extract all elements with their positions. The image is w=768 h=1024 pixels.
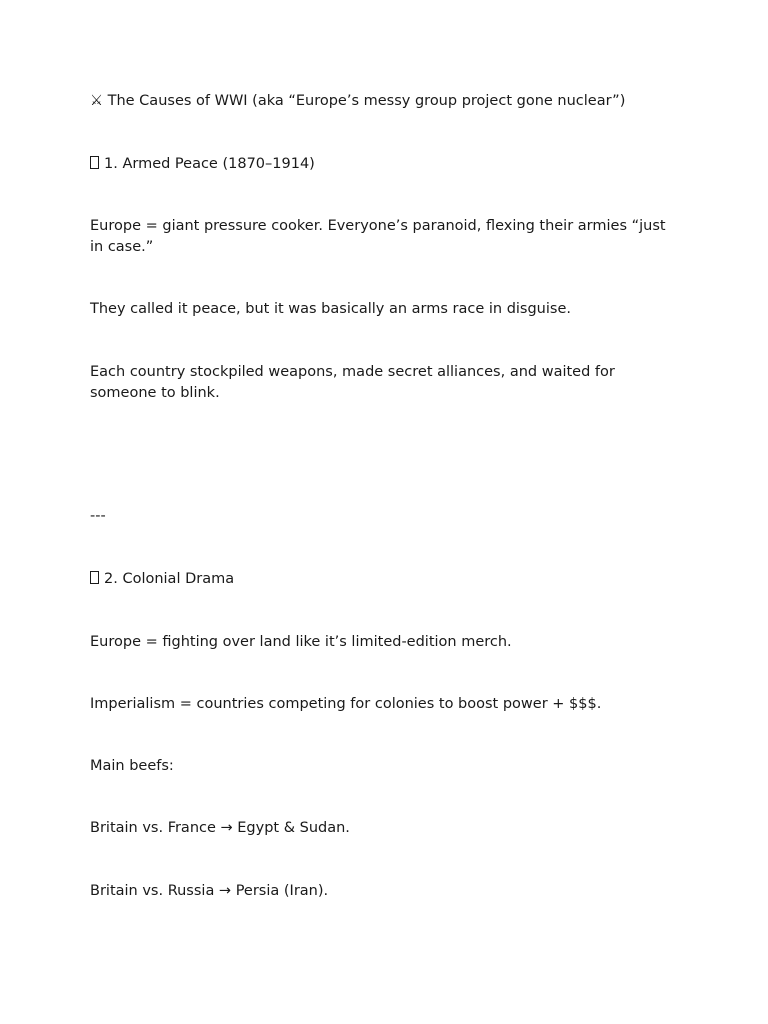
section-1-heading xyxy=(90,154,680,175)
section-2-paragraph: Imperialism = countries competing for colonies to boost power + $$$. xyxy=(90,696,602,712)
section-1-paragraph: Europe = giant pressure cooker. Everyone’s paranoid, flexing their armies “just in case.” xyxy=(90,218,671,255)
section-2-paragraph: Britain vs. France → Egypt & Sudan. xyxy=(90,820,350,836)
section-2-paragraph: Britain vs. Russia → Persia (Iran). xyxy=(90,883,329,899)
section-1-paragraph: Each country stockpiled weapons, made secret alliances, and waited for someone to blink. xyxy=(90,364,620,401)
separator: --- xyxy=(90,508,106,524)
section-1-heading-text: 1. Armed Peace (1870–1914) xyxy=(104,156,315,172)
missing-glyph-icon xyxy=(90,156,99,169)
section-2-heading-text: 2. Colonial Drama xyxy=(104,571,235,587)
section-2-heading xyxy=(90,569,680,590)
missing-glyph-icon xyxy=(90,571,99,584)
section-2-paragraph: Main beefs: xyxy=(90,758,174,774)
section-1-paragraph: They called it peace, but it was basically an arms race in disguise. xyxy=(90,301,571,317)
document-title: ⚔ The Causes of WWI (aka “Europe’s messy group project gone nuclear”) xyxy=(90,93,626,109)
section-2-paragraph: Europe = fighting over land like it’s limited-edition merch. xyxy=(90,634,512,650)
